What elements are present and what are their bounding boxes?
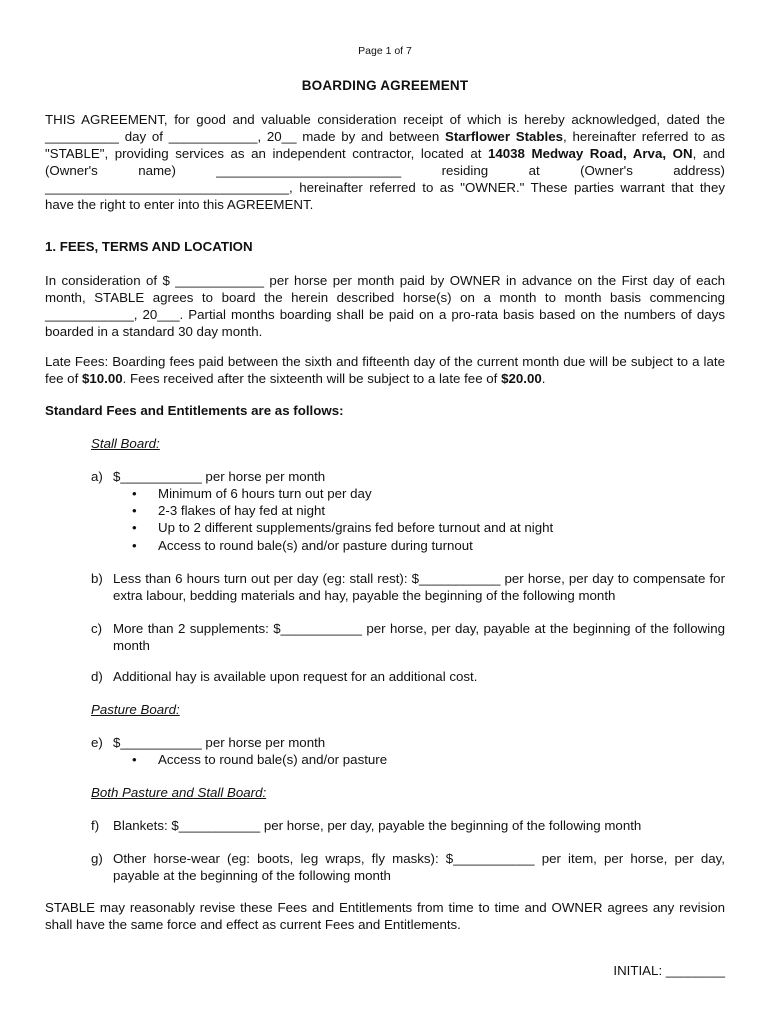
late-fees-paragraph: Late Fees: Boarding fees paid between the sixth and fifteenth day of the current month due will be subject to a late fee of $10.00. Fees received after the sixteenth will be subject to a late fee of $20.00. [45, 354, 725, 386]
stable-address: 14038 Medway Road, Arva, ON [487, 146, 693, 161]
intro-line: _________________________________, hereinafter referred to as "OWNER." These parties warrant that they [45, 180, 725, 195]
item-label: b) [91, 571, 103, 586]
standard-fees-heading: Standard Fees and Entitlements are as follows: [45, 403, 344, 418]
intro-line: have the right to enter into this AGREEMENT. [45, 197, 314, 212]
bullet-icon: • [132, 503, 137, 518]
bullet-item: • Up to 2 different supplements/grains fed before turnout and at night [132, 520, 554, 535]
consideration-paragraph: In consideration of $ ____________ per horse per month paid by OWNER in advance on the First day of each month, STABLE agrees to board the herein described horse(s) on a month to month basis commencing ____________, 20___. Partial months boarding shall be paid on a pro-rata basis based on the numbers of days boarded in a standard 30 day month. [45, 273, 725, 339]
intro-line: __________ day of ____________, 20__ made by and between Starflower Stables, hereinafter referred to as [45, 129, 725, 144]
late-fee-amount: $20.00 [501, 371, 542, 386]
revision-paragraph: STABLE may reasonably revise these Fees and Entitlements from time to time and OWNER agrees any revision shall have the same force and effect as current Fees and Entitlements. [45, 900, 725, 932]
item-text: $___________ per horse per month [113, 469, 326, 484]
fee-item-g [91, 850, 725, 884]
item-text: Less than 6 hours turn out per day (eg: stall rest): $___________ per horse, per day to compensate for extra labour, bedding materials and hay, payable the beginning of the following month [113, 571, 725, 603]
item-label: c) [91, 621, 103, 636]
item-label: d) [91, 669, 103, 684]
bullet-icon: • [132, 538, 137, 553]
item-text: Blankets: $___________ per horse, per day, payable the beginning of the following month [113, 818, 642, 833]
fee-item-d [91, 668, 725, 685]
intro-paragraph [45, 111, 725, 213]
intro-line: THIS AGREEMENT, for good and valuable consideration receipt of which is hereby acknowledged, dated the [45, 112, 725, 127]
stable-name: Starflower Stables [444, 129, 564, 144]
fee-item-f [91, 817, 725, 834]
bullet-item: • Access to round bale(s) and/or pasture [132, 752, 388, 767]
pasture-board-subheading: Pasture Board: [91, 702, 180, 717]
item-label: a) [91, 469, 103, 484]
item-text: Additional hay is available upon request for an additional cost. [113, 669, 478, 684]
initial-field[interactable]: INITIAL: ________ [613, 963, 725, 978]
document-title: BOARDING AGREEMENT [301, 78, 469, 93]
bullet-icon: • [132, 486, 137, 501]
both-board-subheading: Both Pasture and Stall Board: [91, 785, 267, 800]
bullet-icon: • [132, 752, 137, 767]
late-fee-amount: $10.00 [81, 371, 123, 386]
item-text: More than 2 supplements: $___________ per horse, per day, payable at the beginning of the following month [113, 621, 725, 653]
intro-line: "STABLE", providing services as an independent contractor, located at 14038 Medway Road, Arva, ON, and [45, 146, 725, 161]
stall-board-subheading: Stall Board: [91, 436, 160, 451]
intro-line: (Owner's name) _________________________ residing at (Owner's address) [45, 163, 725, 178]
page-number: Page 1 of 7 [358, 45, 412, 57]
item-label: e) [91, 735, 103, 750]
item-label: g) [91, 851, 103, 866]
fee-item-c [91, 620, 725, 654]
bullet-item: • Minimum of 6 hours turn out per day [132, 486, 372, 501]
item-text: Other horse-wear (eg: boots, leg wraps, fly masks): $___________ per item, per horse, per day, payable at the beginning of the following month [113, 851, 725, 883]
fee-item-e [91, 734, 725, 751]
fee-item-a [91, 468, 725, 485]
item-label: f) [91, 818, 100, 833]
bullet-icon: • [132, 520, 137, 535]
bullet-item: • Access to round bale(s) and/or pasture during turnout [132, 538, 473, 553]
item-text: $___________ per horse per month [113, 735, 326, 750]
bullet-item: • 2-3 flakes of hay fed at night [132, 503, 326, 518]
section-heading: 1. FEES, TERMS AND LOCATION [45, 239, 253, 254]
fee-item-b [91, 570, 725, 604]
